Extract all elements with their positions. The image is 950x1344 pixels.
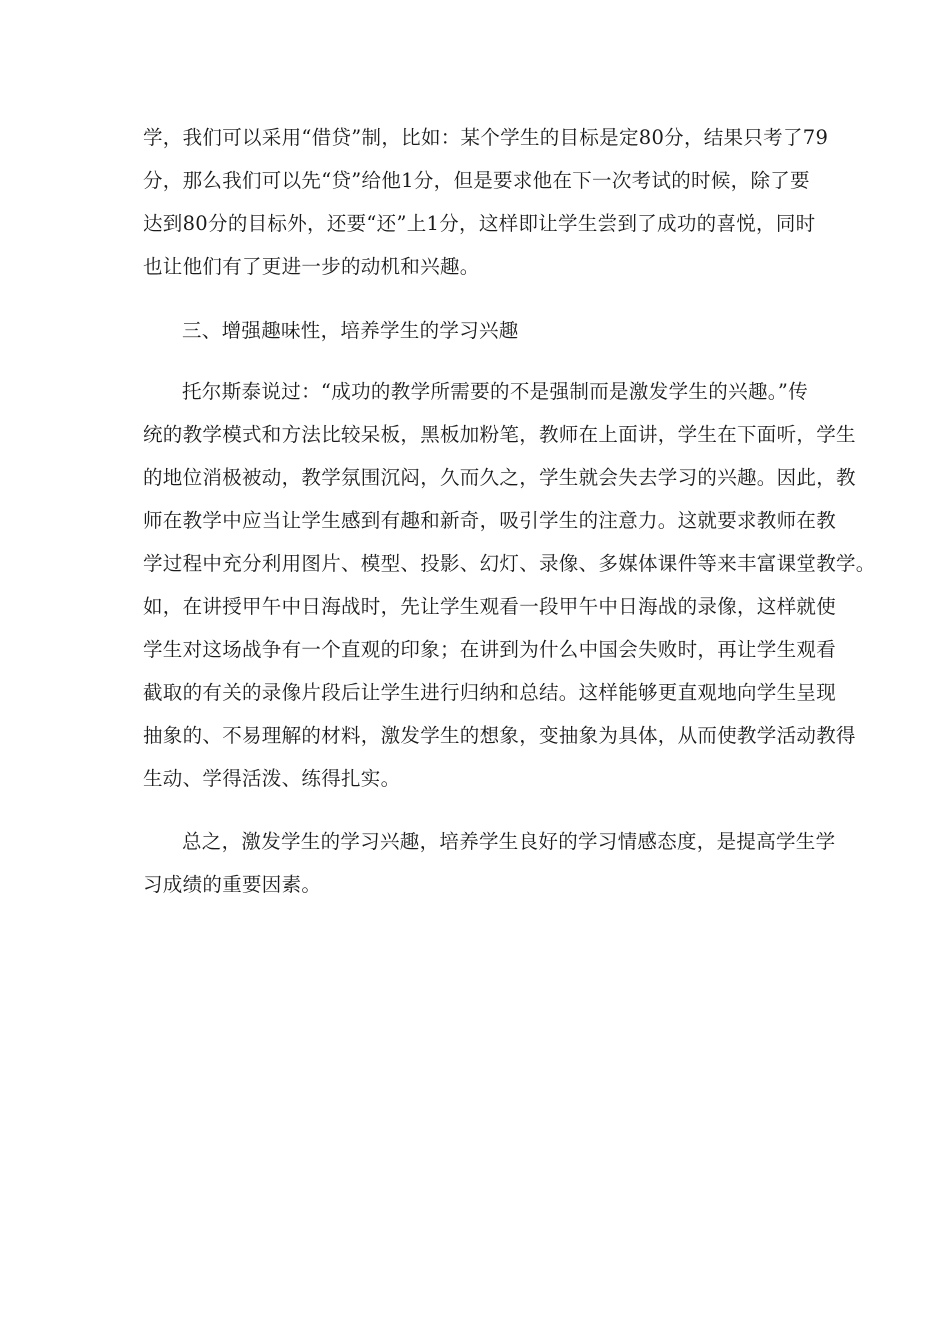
- text-line: 师在教学中应当让学生感到有趣和新奇，吸引学生的注意力。这就要求教师在教: [143, 509, 837, 532]
- text-line: 达到80分的目标外，还要“还”上1分，这样即让学生尝到了成功的喜悦，同时: [143, 212, 816, 235]
- text-line: 总之，激发学生的学习兴趣，培养学生良好的学习情感态度，是提高学生学: [182, 830, 836, 853]
- text-line: 学生对这场战争有一个直观的印象；在讲到为什么中国会失败时，再让学生观看: [143, 638, 837, 661]
- text-line: 学过程中充分利用图片、模型、投影、幻灯、录像、多媒体课件等来丰富课堂教学。: [143, 552, 876, 575]
- text-line: 如，在讲授甲午中日海战时，先让学生观看一段甲午中日海战的录像，这样就使: [143, 595, 837, 618]
- text-line: 托尔斯泰说过：“成功的教学所需要的不是强制而是激发学生的兴趣。”传: [182, 380, 808, 403]
- text-line: 生动、学得活泼、练得扎实。: [143, 767, 401, 790]
- text-line: 统的教学模式和方法比较呆板，黑板加粉笔，教师在上面讲，学生在下面听，学生: [143, 423, 856, 446]
- text-line: 习成绩的重要因素。: [143, 873, 322, 896]
- text-line: 分，那么我们可以先“贷”给他1分，但是要求他在下一次考试的时候，除了要: [143, 169, 810, 192]
- text-line: 学，我们可以采用“借贷”制，比如：某个学生的目标是定80分，结果只考了79: [143, 126, 829, 149]
- text-line: 也让他们有了更进一步的动机和兴趣。: [143, 255, 480, 278]
- text-line: 的地位消极被动，教学氛围沉闷，久而久之，学生就会失去学习的兴趣。因此，教: [143, 466, 856, 489]
- text-line: 截取的有关的录像片段后让学生进行归纳和总结。这样能够更直观地向学生呈现: [143, 681, 837, 704]
- section-heading: 三、增强趣味性，培养学生的学习兴趣: [182, 319, 519, 342]
- text-line: 抽象的、不易理解的材料，激发学生的想象，变抽象为具体，从而使教学活动教得: [143, 724, 856, 747]
